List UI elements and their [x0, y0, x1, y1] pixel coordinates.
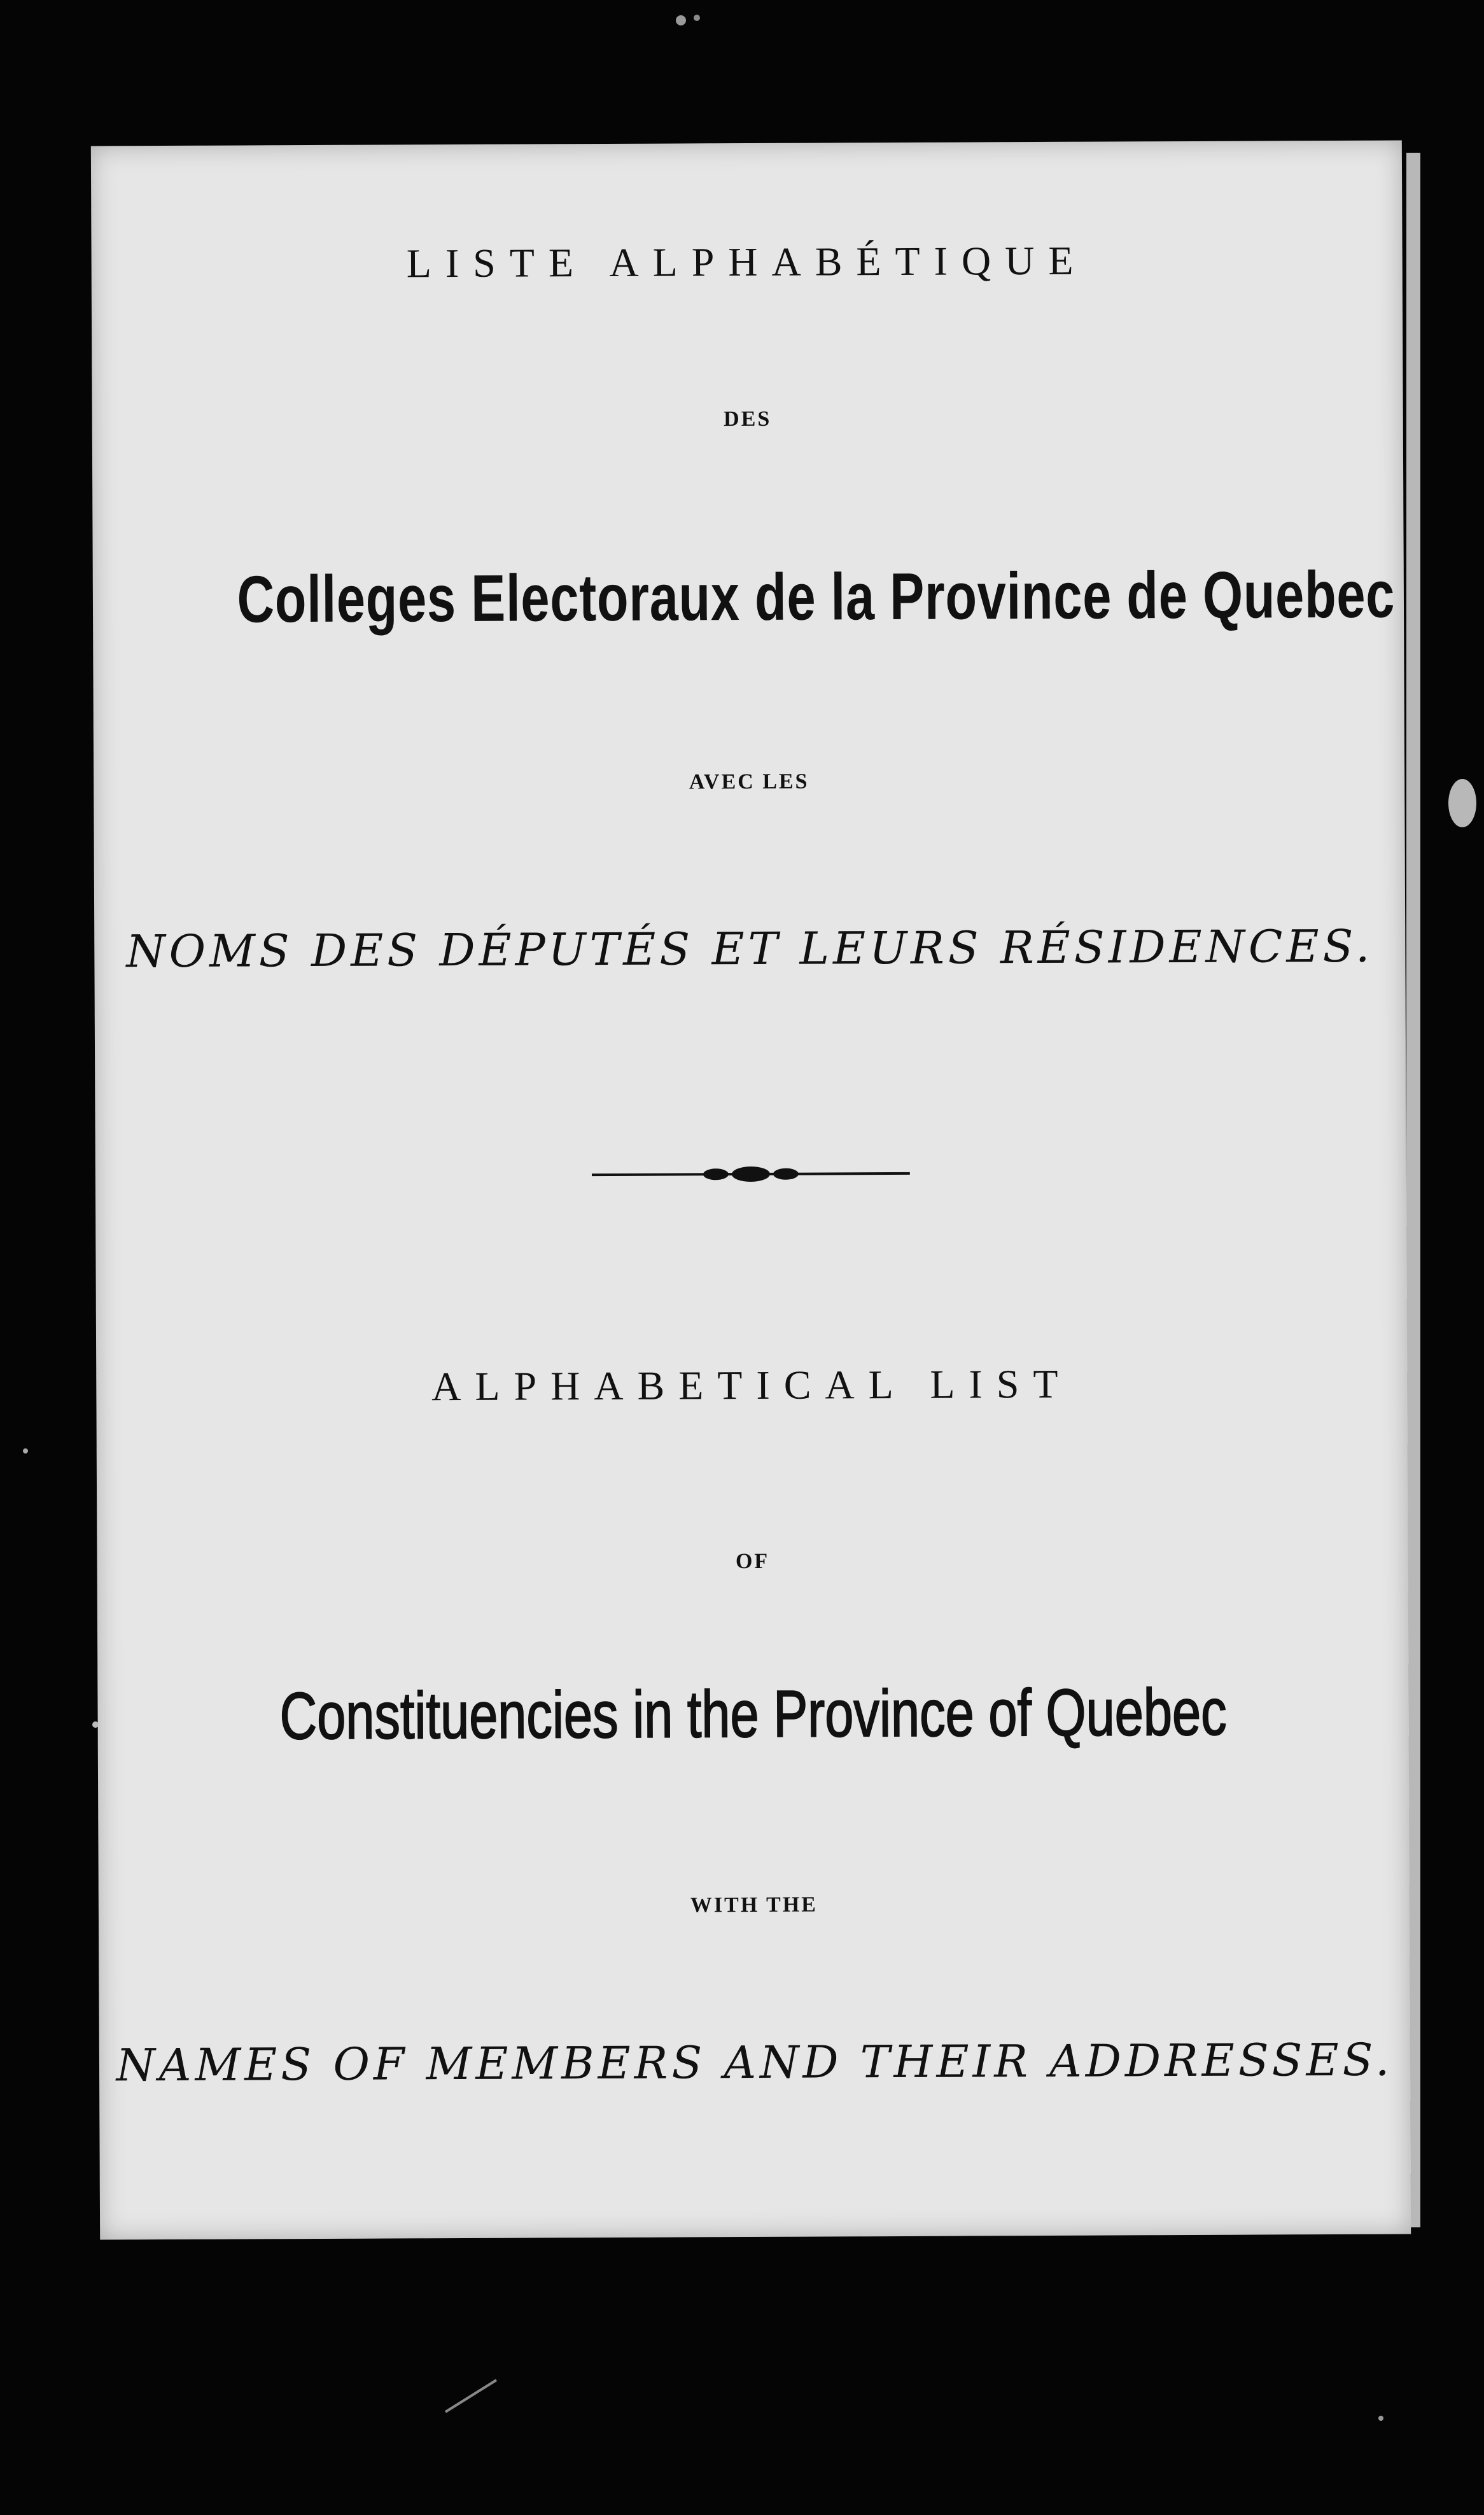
english-with-the: WITH THE — [690, 1893, 818, 1917]
title-page — [91, 141, 1411, 2240]
french-subtitle: NOMS DES DÉPUTÉS ET LEURS RÉSIDENCES. — [126, 920, 1374, 978]
english-subtitle: NAMES OF MEMBERS AND THEIR ADDRESSES. — [116, 2033, 1394, 2092]
english-title: Constituencies in the Province of Quebec — [279, 1675, 1227, 1754]
french-heading: LISTE ALPHABÉTIQUE — [406, 237, 1088, 286]
english-of: OF — [735, 1549, 770, 1574]
french-avec-les: AVEC LES — [689, 769, 809, 794]
french-des: DES — [724, 407, 772, 431]
french-title: Colleges Electoraux de la Province de Quebec — [237, 557, 1396, 637]
english-heading: ALPHABETICAL LIST — [431, 1361, 1072, 1410]
ornamental-divider — [592, 1161, 910, 1187]
